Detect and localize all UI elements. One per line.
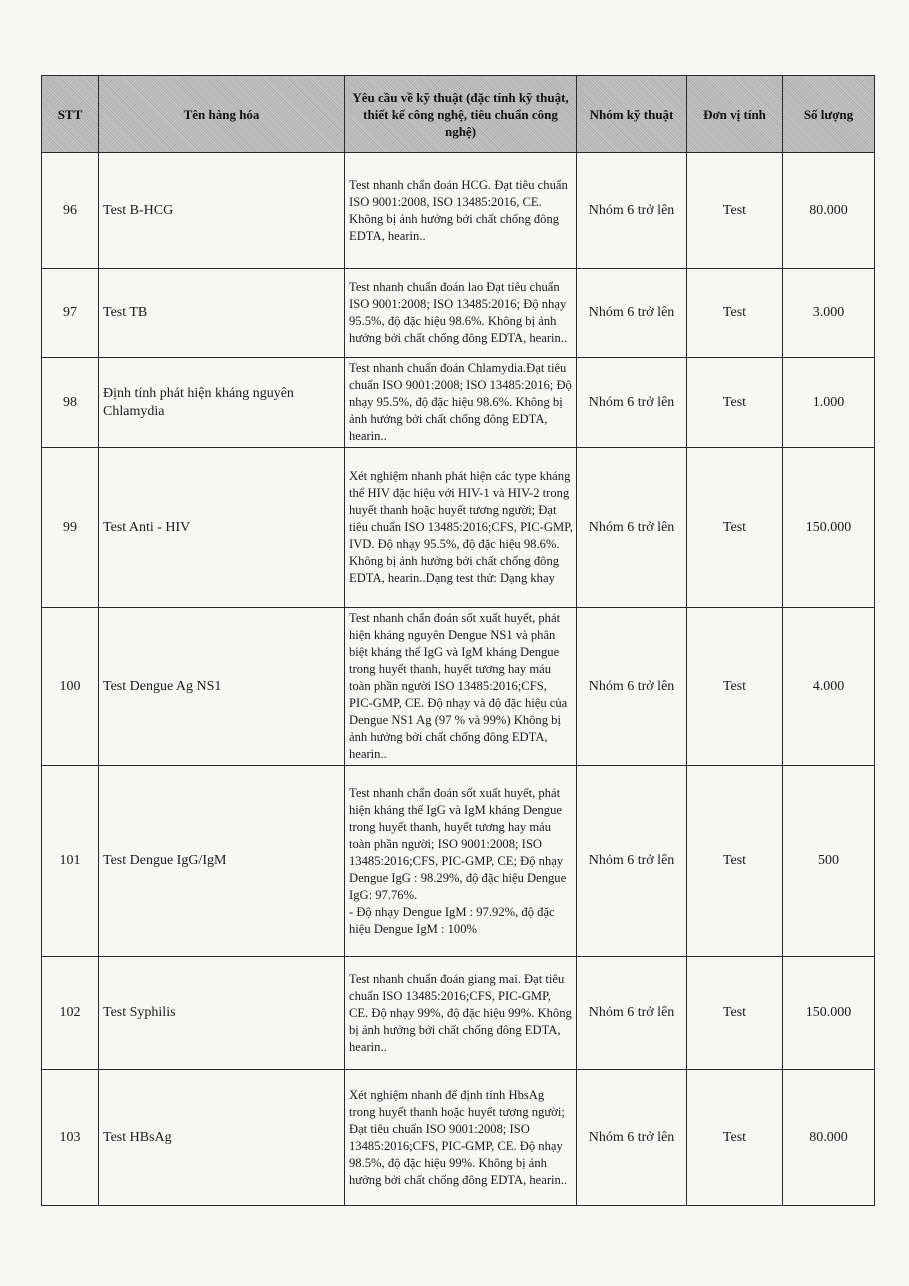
table-row [42,766,875,957]
row-group: Nhóm 6 trở lên [577,358,687,448]
row-item-name: Test TB [99,269,345,358]
row-stt: 102 [42,957,99,1070]
row-quantity: 1.000 [783,358,875,448]
row-group: Nhóm 6 trở lên [577,448,687,608]
table-row [42,957,875,1070]
row-stt: 100 [42,608,99,766]
row-requirements: Test nhanh chuẩn đoán lao Đạt tiêu chuẩn ISO 9001:2008; ISO 13485:2016; Độ nhạy 95.5%, độ đặc hiệu 98.6%. Không bị ảnh hưởng bởi chất chống đông EDTA, hearin.. [345,269,577,358]
row-unit: Test [687,957,783,1070]
table-row [42,153,875,269]
table-header-row [42,76,875,153]
table-row [42,608,875,766]
row-group: Nhóm 6 trở lên [577,766,687,957]
technical-spec-table [41,75,875,1206]
table-row [42,448,875,608]
row-unit: Test [687,608,783,766]
header-technical-group: Nhóm kỹ thuật [577,76,687,153]
table-row [42,1070,875,1206]
row-group: Nhóm 6 trở lên [577,269,687,358]
row-requirements: Test nhanh chuẩn đoán giang mai. Đạt tiêu chuẩn ISO 13485:2016;CFS, PIC-GMP, CE. Độ nhạy 99%, độ đặc hiệu 99%. Không bị ảnh hưởng bởi chất chống đông EDTA, hearin.. [345,957,577,1070]
row-item-name: Định tính phát hiện kháng nguyên Chlamydia [99,358,345,448]
row-group: Nhóm 6 trở lên [577,1070,687,1206]
header-unit: Đơn vị tính [687,76,783,153]
row-quantity: 3.000 [783,269,875,358]
row-quantity: 80.000 [783,1070,875,1206]
row-group: Nhóm 6 trở lên [577,608,687,766]
row-item-name: Test B-HCG [99,153,345,269]
row-item-name: Test Dengue IgG/IgM [99,766,345,957]
row-unit: Test [687,448,783,608]
row-item-name: Test Dengue Ag NS1 [99,608,345,766]
row-requirements: Test nhanh chẩn đoán sốt xuất huyết, phát hiện kháng thể IgG và IgM kháng Dengue trong huyết thanh, huyết tương hay máu toàn phần người; ISO 9001:2008; ISO 13485:2016;CFS, PIC-GMP, CE; Độ nhạy Dengue IgG : 98.29%, độ đặc hiệu Dengue IgG: 97.76%. - Độ nhạy Dengue IgM : 97.92%, độ đặc hiệu Dengue IgM : 100% [345,766,577,957]
row-unit: Test [687,1070,783,1206]
row-quantity: 500 [783,766,875,957]
header-stt: STT [42,76,99,153]
row-quantity: 80.000 [783,153,875,269]
header-technical-requirements: Yêu cầu về kỹ thuật (đặc tính kỹ thuật, thiết kế công nghệ, tiêu chuẩn công nghệ) [345,76,577,153]
table-row [42,358,875,448]
row-unit: Test [687,153,783,269]
row-item-name: Test Anti - HIV [99,448,345,608]
row-quantity: 4.000 [783,608,875,766]
row-group: Nhóm 6 trở lên [577,153,687,269]
row-requirements: Test nhanh chẩn đoán HCG. Đạt tiêu chuẩn ISO 9001:2008, ISO 13485:2016, CE. Không bị ảnh hưởng bởi chất chống đông EDTA, hearin.. [345,153,577,269]
row-requirements: Test nhanh chẩn đoán sốt xuất huyết, phát hiện kháng nguyên Dengue NS1 và phân biệt kháng thể IgG và IgM kháng Dengue trong huyết thanh, huyết tương hay máu toàn phần người ISO 13485:2016;CFS, PIC-GMP, CE. Độ nhạy và độ đặc hiệu của Dengue NS1 Ag (97 % và 99%) Không bị ảnh hưởng bởi chất chống đông EDTA, hearin.. [345,608,577,766]
row-requirements: Xét nghiệm nhanh để định tính HbsAg trong huyết thanh hoặc huyết tương người; Đạt tiêu chuẩn ISO 9001:2008; ISO 13485:2016;CFS, PIC-GMP, CE. Độ nhạy 98.5%, độ đặc hiệu 99%. Không bị ảnh hưởng bởi chất chống đông EDTA, hearin.. [345,1070,577,1206]
row-stt: 103 [42,1070,99,1206]
row-requirements: Test nhanh chuẩn đoán Chlamydia.Đạt tiêu chuẩn ISO 9001:2008; ISO 13485:2016; Độ nhạy 95.5%, độ đặc hiệu 98.6%. Không bị ảnh hưởng bởi chất chống đông EDTA, hearin.. [345,358,577,448]
row-unit: Test [687,766,783,957]
row-stt: 99 [42,448,99,608]
row-unit: Test [687,269,783,358]
row-item-name: Test HBsAg [99,1070,345,1206]
header-quantity: Số lượng [783,76,875,153]
row-requirements: Xét nghiệm nhanh phát hiện các type kháng thể HIV đặc hiệu với HIV-1 và HIV-2 trong huyết thanh hoặc huyết tương người; Đạt tiêu chuẩn ISO 13485:2016;CFS, PIC-GMP, IVD. Độ nhạy 95.5%, độ đặc hiệu 98.6%. Không bị ảnh hưởng bởi chất chống đông EDTA, hearin..Dạng test thử: Dạng khay [345,448,577,608]
row-group: Nhóm 6 trở lên [577,957,687,1070]
row-item-name: Test Syphilis [99,957,345,1070]
row-stt: 97 [42,269,99,358]
row-stt: 96 [42,153,99,269]
table-row [42,269,875,358]
row-stt: 98 [42,358,99,448]
row-unit: Test [687,358,783,448]
header-item-name: Tên hàng hóa [99,76,345,153]
row-stt: 101 [42,766,99,957]
row-quantity: 150.000 [783,957,875,1070]
row-quantity: 150.000 [783,448,875,608]
